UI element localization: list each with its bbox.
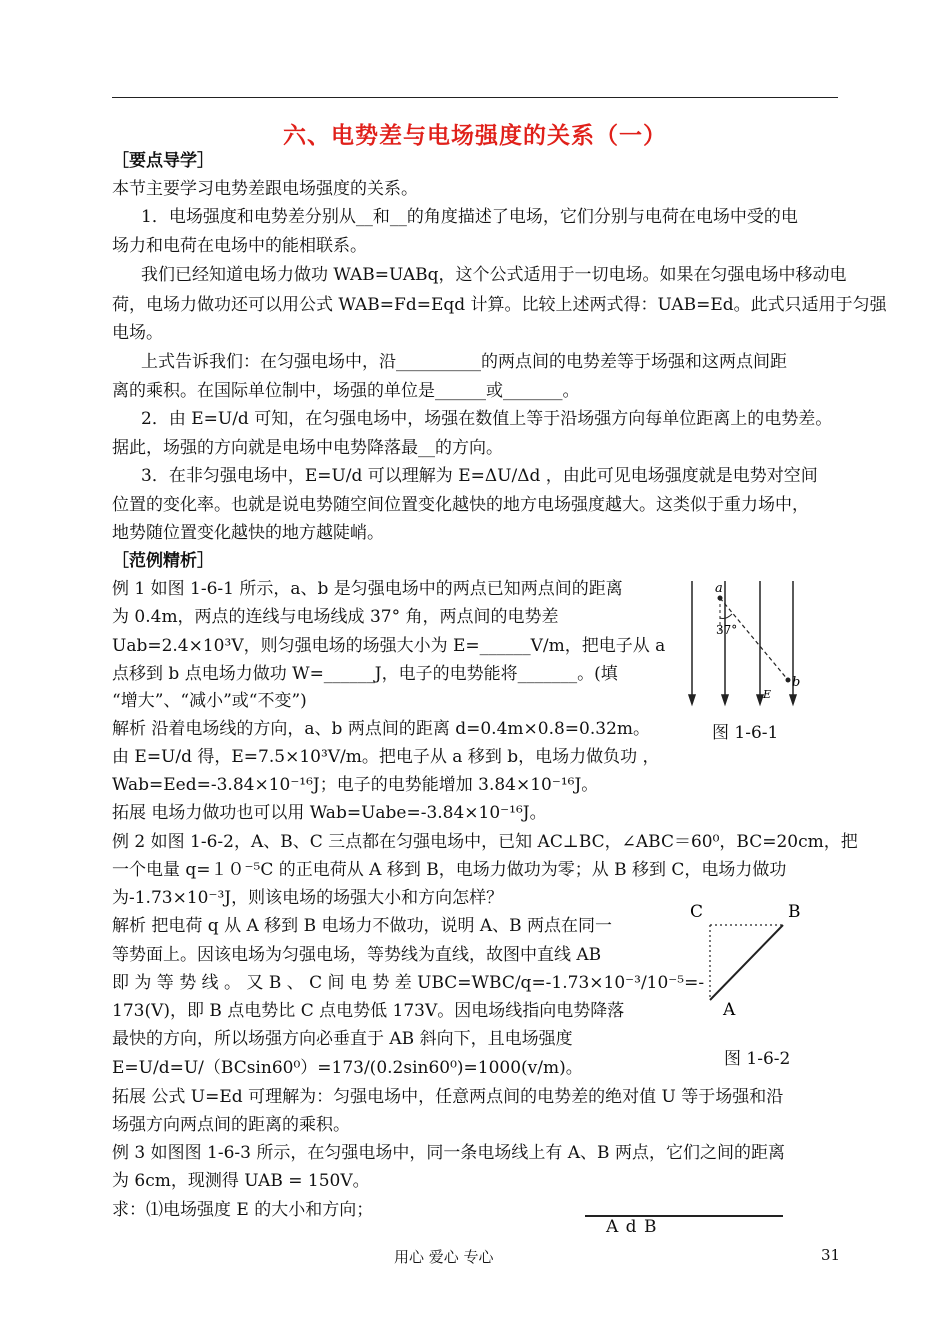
paragraph-line: 荷，电场力做功还可以用公式 WAB=Fd=Eqd 计算。比较上述两式得：UAB=Ed。此式只适用于匀强	[112, 295, 887, 315]
paragraph-line: 离的乘积。在国际单位制中，场强的单位是______或_______。	[112, 381, 580, 401]
section-heading-examples: ［范例精析］	[112, 551, 214, 571]
arrow-head	[722, 695, 728, 704]
example-1-line: 例 1 如图 1-6-1 所示，a、b 是匀强电场中的两点已知两点间的距离	[112, 579, 623, 599]
example-2-line: 为-1.73×10⁻³J，则该电场的场强大小和方向怎样？	[112, 888, 504, 908]
solution-2-line: 最快的方向，所以场强方向必垂直于 AB 斜向下，且电场强度	[112, 1029, 573, 1049]
figure-1-6-2	[680, 895, 820, 1025]
angle-arc	[720, 614, 732, 619]
example-1-line: 点移到 b 点电场力做功 W=______J，电子的电势能将_______。(填	[112, 664, 618, 684]
extension-2-line: 场强方向两点间的距离的乘积。	[112, 1115, 350, 1135]
footer-text: 用心 爱心 专心	[394, 1248, 494, 1266]
paragraph-line: 1．电场强度和电势差分别从__和__的角度描述了电场，它们分别与电荷在电场中受的电	[141, 207, 798, 227]
label-angle: 37°	[716, 623, 738, 637]
extension-2-line: 拓展 公式 U=Ed 可理解为：匀强电场中，任意两点间的电势差的绝对值 U 等于场强和沿	[112, 1087, 784, 1107]
example-1-line: 为 0.4m，两点的连线与电场线成 37° 角，两点间的电势差	[112, 607, 559, 627]
header-rule	[112, 97, 838, 98]
figure-1-6-2-caption: 图 1-6-2	[724, 1049, 791, 1069]
paragraph-line: 本节主要学习电势差跟电场强度的关系。	[112, 179, 418, 199]
label-a: a	[715, 581, 723, 596]
page-title: 六、电势差与电场强度的关系（一）	[283, 123, 667, 149]
solution-2-line: 等势面上。因该电场为匀强电场，等势线为直线，故图中直线 AB	[112, 945, 602, 965]
paragraph-line: 据此，场强的方向就是电场中电势降落最__的方向。	[112, 438, 503, 458]
extension-1-line: 拓展 电场力做功也可以用 Wab=Uabe=-3.84×10⁻¹⁶J。	[112, 803, 547, 823]
page-number: 31	[821, 1246, 841, 1264]
point-b	[786, 678, 791, 683]
arrow-head	[689, 695, 695, 704]
figure-1-6-3-label: A d B	[606, 1217, 658, 1237]
example-2-line: 例 2 如图 1-6-2，A、B、C 三点都在匀强电场中，已知 AC⊥BC，∠ABC＝60⁰，BC=20cm，把	[112, 832, 858, 852]
paragraph-line: 场力和电荷在电场中的能相联系。	[112, 236, 367, 256]
paragraph-line: 3．在非匀强电场中，E=U/d 可以理解为 E=ΔU/Δd ，由此可见电场强度就是电势对空间	[141, 466, 818, 486]
example-2-line: 一个电量 q=１０⁻⁵C 的正电荷从 A 移到 B，电场力做功为零；从 B 移到 C，电场力做功	[112, 860, 787, 880]
paragraph-line: 我们已经知道电场力做功 WAB=UABq，这个公式适用于一切电场。如果在匀强电场中移动电	[141, 265, 847, 285]
solution-2-line: E=U/d=U/（BCsin60⁰）=173/(0.2sin60⁰)=1000(v/m)。	[112, 1058, 583, 1078]
figure-1-6-1-caption: 图 1-6-1	[712, 723, 779, 743]
label-a: A	[723, 1000, 736, 1020]
solution-2-line: 即 为 等 势 线 。 又 B 、 C 间 电 势 差 UBC=WBC/q=-1.73×10⁻³/10⁻⁵=-	[112, 973, 705, 993]
solution-1-line: Wab=Eed=-3.84×10⁻¹⁶J；电子的电势能增加 3.84×10⁻¹⁶J。	[112, 775, 599, 795]
solution-2-line: 解析 把电荷 q 从 A 移到 B 电场力不做功，说明 A、B 两点在同一	[112, 916, 613, 936]
label-c: C	[690, 902, 704, 922]
paragraph-line: 地势随位置变化越快的地方越陡峭。	[112, 523, 384, 543]
side-ab	[710, 925, 783, 1000]
example-3-line: 求：⑴电场强度 E 的大小和方向；	[112, 1200, 374, 1220]
figure-1-6-1	[680, 576, 820, 711]
label-b: b	[792, 675, 801, 690]
paragraph-line: 位置的变化率。也就是说电势随空间位置变化越快的地方电场强度越大。这类似于重力场中，	[112, 495, 809, 515]
paragraph-line: 2．由 E=U/d 可知，在匀强电场中，场强在数值上等于沿场强方向每单位距离上的电势差。	[141, 409, 833, 429]
solution-1-line: 由 E=U/d 得，E=7.5×10³V/m。把电子从 a 移到 b，电场力做负功 ，	[112, 747, 660, 767]
label-b: B	[788, 902, 801, 922]
section-heading-key-points: ［要点导学］	[112, 151, 214, 171]
label-e: E	[763, 688, 772, 701]
point-a	[718, 596, 723, 601]
solution-2-line: 173(V)，即 B 点电势比 C 点电势低 173V。因电场线指向电势降落	[112, 1001, 625, 1021]
solution-1-line: 解析 沿着电场线的方向，a、b 两点间的距离 d=0.4m×0.8=0.32m。	[112, 719, 651, 739]
paragraph-line: 上式告诉我们：在匀强电场中，沿__________的两点间的电势差等于场强和这两点间距	[141, 352, 787, 372]
arrow-head	[790, 695, 796, 704]
example-1-line: “增大”、“减小”或“不变”)	[112, 691, 307, 711]
example-1-line: Uab=2.4×10³V，则匀强电场的场强大小为 E=______V/m，把电子从 a	[112, 636, 666, 656]
ab-dashed-line	[720, 598, 788, 680]
example-3-line: 例 3 如图图 1-6-3 所示，在匀强电场中，同一条电场线上有 A、B 两点，它们之间的距离	[112, 1143, 785, 1163]
example-3-line: 为 6cm，现测得 UAB = 150V。	[112, 1171, 370, 1191]
paragraph-line: 电场。	[112, 323, 163, 343]
